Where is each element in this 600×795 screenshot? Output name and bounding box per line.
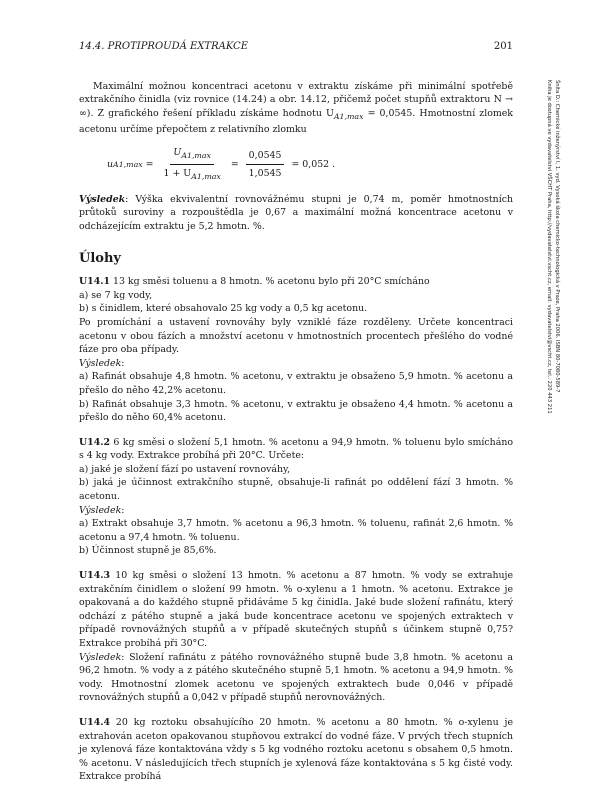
side-note-line-1: Šnita D.: Chemické inženýrství I, 1. vyd. Vysoká škola chemicko-technologická v Praze, Praha 2006. ISBN 80-7080-589-7	[554, 80, 560, 393]
formula-fraction-2: $\frac{0,0545}{1,0545}$	[246, 149, 285, 181]
side-copyright-note	[546, 80, 562, 500]
formula: u A1,max = $\frac{U_{A1,max}}{1 + U_{A1,max}}$ = $\frac{0,0545}{1,0545}$ = 0,052 .	[107, 146, 513, 184]
task-u14-1: U14.1 13 kg směsi toluenu a 8 hmotn. % acetonu bylo při 20°C smícháno a) se 7 kg vody, b) s činidlem, které obsahovalo 25 kg vody a 0,5 kg acetonu. Po promíchání a ustavení rovnováhy byly vzniklé fáze rozděleny. Určete koncentraci acetonu v obou fázích a množství acetonu v hmotnostních procentech přešlého do vodné fáze pro oba případy. Výsledek: a) Rafinát obsahuje 4,8 hmotn. % acetonu, v extraktu je obsaženo 5,9 hmotn. % acetonu a přešlo do něho 42,2% acetonu. b) Rafinát obsahuje 3,3 hmotn. % acetonu, v extraktu je obsaženo 4,4 hmotn. % acetonu a přešlo do něho 60,4% acetonu.	[79, 276, 513, 424]
page-number: 201	[493, 41, 513, 52]
intro-paragraph: Maximální možnou koncentraci acetonu v extraktu získáme při minimální spotřebě extrakčního činidla (viz rovnice (14.24) a obr. 14.12, přičemž počet stupňů extraktoru N → ∞). Z grafického řešení příkladu získáme hodnotu $U_{A1,max} = 0,0545$. Hmotnostní zlomek acetonu určíme přepočtem z relativního zlomku	[79, 80, 513, 136]
side-note-line-2: Kniha je dostupná ve vydavatelství VŠCHT Praha, http://vydavatelstvi.vscht.cz, email: vydavatelstvi@vscht.cz, tel.: 220 443 211	[546, 80, 552, 414]
task-u14-3: U14.3 10 kg směsi o složení 13 hmotn. % acetonu a 87 hmotn. % vody se extrahuje extrakčním činidlem o složení 99 hmotn. % o-xylenu a 1 hmotn. % acetonu. Extrakce je opakovaná a do každého stupně přidáváme 5 kg činidla. Jaké bude složení rafinátu, který odchází z pátého stupně a jaká bude koncentrace acetonu ve spojených extraktech v případě rovnovážných stupňů a v případě skutečných stupňů s účinkem stupně 0,75? Extrakce probíhá při 30°C. Výsledek: Složení rafinátu z pátého rovnovážného stupně bude 3,8 hmotn. % acetonu a 96,2 hmotn. % vody a z pátého skutečného stupně 5,1 hmotn. % acetonu a 94,9 hmotn. % vody. Hmotnostní zlomek acetonu ve spojených extraktech bude 0,046 v případě rovnovážných stupňů a 0,042 v případě stupňů nerovnovážných.	[79, 570, 513, 704]
section-title: Úlohy	[79, 250, 121, 266]
task-u14-2: U14.2 6 kg směsi o složení 5,1 hmotn. % acetonu a 94,9 hmotn. % toluenu bylo smícháno s 4 kg vody. Extrakce probíhá při 20°C. Určete: a) jaké je složení fází po ustavení rovnováhy, b) jaká je účinnost extrakčního stupně, obsahuje-li rafinát po oddělení fází 3 hmotn. % acetonu. Výsledek: a) Extrakt obsahuje 3,7 hmotn. % acetonu a 96,3 hmotn. % toluenu, rafinát 2,6 hmotn. % acetonu a 97,4 hmotn. % toluenu. b) Účinnost stupně je 85,6%.	[79, 436, 513, 557]
section-header: 14.4. PROTIPROUDÁ EXTRAKCE	[79, 41, 248, 52]
formula-fraction-1: $\frac{U_{A1,max}}{1 + U_{A1,max}}$	[163, 146, 221, 182]
task-u14-4: U14.4 20 kg roztoku obsahujícího 20 hmotn. % acetonu a 80 hmotn. % o-xylenu je extrahován aceton opakovanou stupňovou extrakcí do vodné fáze. V prvých třech stupních je xylenová fáze kontaktována vždy s 5 kg vodného roztoku acetonu s obsahem 0,5 hmotn. % acetonu. V následujících třech stupních je xylenová fáze kontaktována s 5 kg čisté vody. Extrakce probíhá	[79, 716, 513, 783]
result-paragraph: Výsledek: Výška ekvivalentní rovnovážnému stupni je 0,74 m, poměr hmotnostních průtoků suroviny a rozpouštědla je 0,67 a maximální možná koncentrace acetonu v odcházejícím extraktu je 5,2 hmotn. %.	[79, 193, 513, 232]
running-head	[79, 40, 513, 54]
page-body	[79, 40, 513, 795]
